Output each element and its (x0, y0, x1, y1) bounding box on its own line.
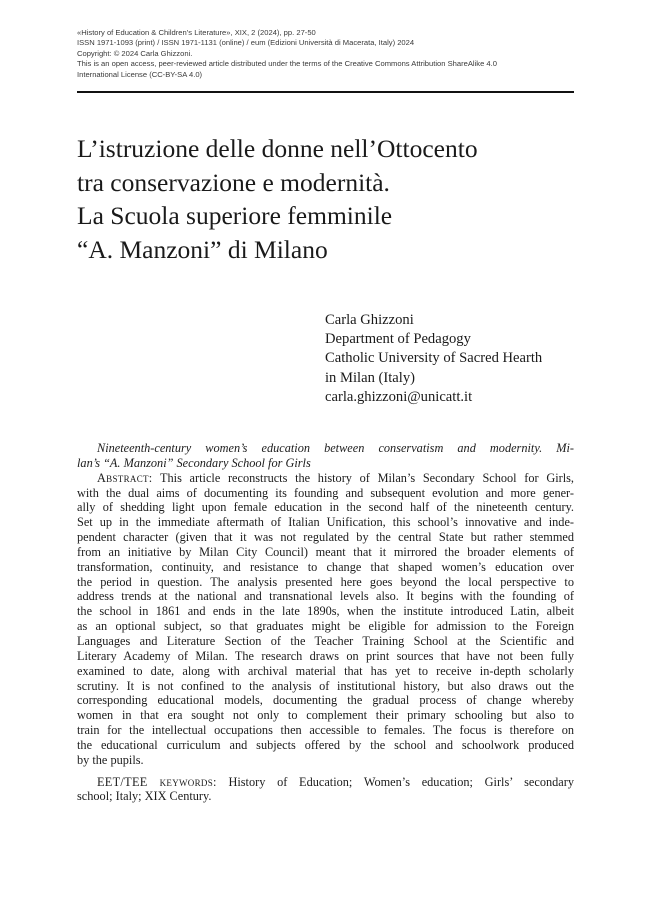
author-location: in Milan (Italy) (325, 369, 415, 386)
title-line: La Scuola superiore femminile (77, 201, 393, 230)
abstract-line: corresponding educational models, documenting the gradual process of change whereby (77, 693, 574, 708)
title-line: L’istruzione delle donne nell’Ottocento (77, 134, 478, 163)
abstract-line: with the dual aims of documenting its founding and subsequent evolution and more gener- (77, 485, 574, 500)
abstract-line: from an initiative by Milan City Council) meant that it mirrored the broader elements of (77, 544, 574, 559)
abstract-line: as an optional subject, so that graduates might be eligible for admission to the Foreign (77, 619, 574, 634)
abstract-line: ally of shedding light upon female education in the second half of the nineteenth century. (77, 500, 574, 515)
journal-header (77, 28, 577, 80)
keywords-label: EET/TEE keywords: (97, 774, 217, 789)
title-line: tra conservazione e modernità. (77, 167, 390, 197)
abstract-line: scrutiny. It is not confined to the analysis of institutional history, but also draws out the (77, 678, 574, 693)
abstract-line: Set up in the immediate aftermath of Italian Unification, this school’s innovative and inde- (77, 515, 574, 530)
author-department: Department of Pedagogy (325, 331, 471, 348)
english-title-line: lan’s “A. Manzoni” Secondary School for Girls (77, 455, 311, 470)
abstract-line: women in that era sought not only to complement their primary schooling but also to (77, 708, 574, 723)
abstract-line: the period in question. The analysis presented here goes beyond the local perspective to (77, 574, 574, 589)
author-block (325, 311, 585, 407)
abstract-label: Abstract: (97, 470, 153, 485)
abstract-line: the school in 1861 and ends in the late 1890s, when the institute introduced Latin, albeit (77, 604, 574, 619)
abstract-line: examined to date, along with archival material that has yet to receive in-depth scholarly (77, 663, 574, 678)
abstract-line: Literary Academy of Milan. The research draws on print sources that have not been fully (77, 648, 574, 663)
article-title (77, 132, 577, 266)
abstract-line (77, 471, 574, 486)
abstract-line: by the pupils. (77, 752, 144, 767)
issn-line: ISSN 1971-1093 (print) / ISSN 1971-1131 (online) / eum (Edizioni Università di Macerata, Italy) 2024 (77, 38, 415, 48)
abstract-text: This article reconstructs the history of Milan’s Secondary School for Girls, (160, 470, 574, 485)
author-name: Carla Ghizzoni (325, 312, 414, 328)
license-line: This is an open access, peer-reviewed article distributed under the terms of the Creative Commons Attribution ShareAlike 4.0 (77, 59, 497, 69)
license-line-cont: International License (CC-BY-SA 4.0) (77, 69, 203, 79)
author-university: Catholic University of Sacred Hearth (325, 350, 543, 367)
keywords-line (77, 775, 574, 790)
abstract-line: address trends at the national and transnational levels also. It begins with the founding of (77, 589, 574, 604)
abstract-line: train for the intellectual occupations then accessible to females. The focus is therefore on (77, 723, 574, 738)
abstract-line: transformation, continuity, and resistance to change that shaped women’s education over (77, 559, 574, 574)
english-title-line: Nineteenth-century women’s education between conservatism and modernity. Mi- (97, 441, 574, 455)
abstract-line: the educational curriculum and subjects offered by the school and schoolwork produced (77, 737, 574, 752)
keywords-text: History of Education; Women’s education; Girls’ secondary (228, 774, 574, 789)
keywords-line: school; Italy; XIX Century. (77, 789, 212, 804)
header-divider (77, 91, 574, 93)
abstract-section (77, 441, 574, 804)
abstract-line: pendent character (given that it was not regulated by the central State but rather stemmed (77, 530, 574, 545)
copyright-line: Copyright: © 2024 Carla Ghizzoni. (77, 48, 193, 58)
journal-citation: «History of Education & Children’s Literature», XIX, 2 (2024), pp. 27-50 (77, 28, 316, 37)
abstract-line: Languages and Literature Section of the Teacher Training School at the Scientific and (77, 633, 574, 648)
author-email[interactable]: carla.ghizzoni@unicatt.it (325, 388, 473, 405)
title-line: “A. Manzoni” di Milano (77, 234, 328, 264)
